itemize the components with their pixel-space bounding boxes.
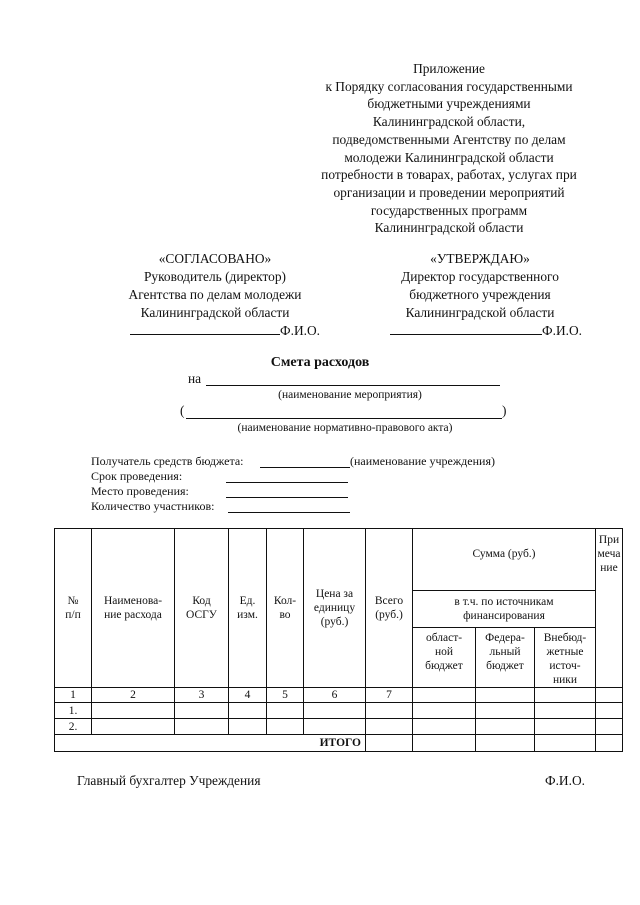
row-cell bbox=[476, 703, 535, 719]
row-cell bbox=[535, 703, 596, 719]
appendix-line: Приложение bbox=[413, 61, 485, 76]
agreed-line: Калининградской области bbox=[140, 305, 290, 320]
appendix-line: Калининградской области, bbox=[372, 114, 526, 130]
approved-line: бюджетного учреждения bbox=[409, 287, 551, 302]
row-cell bbox=[304, 703, 366, 719]
row-cell bbox=[413, 719, 476, 735]
header-sum: Сумма (руб.) bbox=[413, 529, 596, 591]
appendix-line: к Порядку согласования государственными bbox=[325, 78, 573, 94]
total-label: ИТОГО bbox=[55, 735, 366, 752]
header-kosgu: Код ОСГУ bbox=[175, 529, 229, 688]
participants-label: Количество участников: bbox=[91, 499, 215, 513]
participants-line bbox=[228, 511, 350, 513]
appendix-block bbox=[300, 60, 598, 237]
recipient-hint: (наименование учреждения) bbox=[350, 454, 495, 468]
place-line bbox=[226, 496, 348, 498]
row-cell bbox=[175, 719, 229, 735]
total-cell bbox=[596, 735, 623, 752]
row-cell bbox=[267, 719, 304, 735]
recipient-line bbox=[260, 466, 350, 468]
accountant-fio: Ф.И.О. bbox=[545, 773, 585, 788]
total-cell bbox=[366, 735, 413, 752]
approved-heading: «УТВЕРЖДАЮ» bbox=[430, 251, 530, 266]
agreed-block bbox=[110, 250, 320, 340]
table-row bbox=[55, 703, 623, 719]
event-name-hint: (наименование мероприятия) bbox=[278, 389, 422, 401]
col-number bbox=[535, 688, 596, 703]
column-number-row bbox=[55, 688, 623, 703]
row-cell bbox=[304, 719, 366, 735]
col-number bbox=[476, 688, 535, 703]
col-number: 3 bbox=[175, 688, 229, 703]
header-federal: Федера- льный бюджет bbox=[476, 628, 535, 688]
appendix-line: организации и проведении мероприятий bbox=[333, 184, 565, 200]
period-line bbox=[226, 481, 348, 483]
col-number: 1 bbox=[55, 688, 92, 703]
header-regional: област- ной бюджет bbox=[413, 628, 476, 688]
approved-line: Директор государственного bbox=[401, 269, 559, 284]
total-row bbox=[55, 735, 623, 752]
header-qty: Кол- во bbox=[267, 529, 304, 688]
appendix-line: государственных программ bbox=[370, 202, 528, 218]
row-cell bbox=[92, 703, 175, 719]
col-number: 7 bbox=[366, 688, 413, 703]
row-cell bbox=[229, 703, 267, 719]
row-cell bbox=[535, 719, 596, 735]
total-cell bbox=[535, 735, 596, 752]
agreed-line: Агентства по делам молодежи bbox=[128, 287, 302, 302]
agreed-heading: «СОГЛАСОВАНО» bbox=[158, 251, 272, 266]
row-cell bbox=[596, 703, 623, 719]
row-cell bbox=[596, 719, 623, 735]
row-cell bbox=[413, 703, 476, 719]
recipient-label: Получатель средств бюджета: bbox=[91, 454, 244, 468]
page-title: Смета расходов bbox=[270, 355, 370, 370]
event-name-line bbox=[206, 385, 500, 386]
act-paren-close: ) bbox=[502, 403, 507, 418]
approved-signature-line bbox=[390, 322, 542, 335]
header-num: № п/п bbox=[55, 529, 92, 688]
col-number: 4 bbox=[229, 688, 267, 703]
header-note: При меча ние bbox=[596, 529, 623, 688]
estimate-table bbox=[54, 528, 623, 752]
appendix-line: потребности в товарах, работах, услугах при bbox=[321, 167, 577, 183]
appendix-line: молодежи Калининградской области bbox=[344, 149, 554, 165]
place-label: Место проведения: bbox=[91, 484, 189, 498]
act-name-hint: (наименование нормативно-правового акта) bbox=[237, 422, 453, 434]
total-cell bbox=[413, 735, 476, 752]
appendix-line: бюджетными учреждениями bbox=[367, 96, 531, 112]
row-cell bbox=[366, 719, 413, 735]
row-cell: 1. bbox=[55, 703, 92, 719]
total-cell bbox=[476, 735, 535, 752]
row-cell bbox=[366, 703, 413, 719]
col-number: 2 bbox=[92, 688, 175, 703]
header-unit: Ед. изм. bbox=[229, 529, 267, 688]
approved-block bbox=[378, 250, 582, 340]
col-number: 6 bbox=[304, 688, 366, 703]
header-price: Цена за единицу (руб.) bbox=[304, 529, 366, 688]
row-cell bbox=[175, 703, 229, 719]
row-cell bbox=[229, 719, 267, 735]
header-extra: Внебюд- жетные источ- ники bbox=[535, 628, 596, 688]
row-cell bbox=[476, 719, 535, 735]
appendix-line: подведомственными Агентству по делам bbox=[332, 131, 566, 147]
header-name: Наименова- ние расхода bbox=[92, 529, 175, 688]
agreed-signature-line bbox=[130, 322, 280, 335]
row-cell bbox=[92, 719, 175, 735]
act-paren-open: ( bbox=[180, 403, 185, 418]
approved-fio: Ф.И.О. bbox=[542, 323, 582, 338]
row-cell bbox=[267, 703, 304, 719]
period-label: Срок проведения: bbox=[91, 469, 183, 483]
header-total: Всего (руб.) bbox=[366, 529, 413, 688]
act-name-line bbox=[186, 418, 502, 419]
header-sources: в т.ч. по источникам финансирования bbox=[413, 591, 596, 628]
col-number bbox=[413, 688, 476, 703]
table-row bbox=[55, 719, 623, 735]
agreed-line: Руководитель (директор) bbox=[143, 269, 287, 284]
accountant-label: Главный бухгалтер Учреждения bbox=[77, 773, 261, 788]
estimate-on-prefix: на bbox=[188, 371, 202, 386]
approved-line: Калининградской области bbox=[405, 305, 555, 320]
agreed-fio: Ф.И.О. bbox=[280, 323, 320, 338]
row-cell: 2. bbox=[55, 719, 92, 735]
appendix-line: Калининградской области bbox=[374, 220, 524, 236]
col-number bbox=[596, 688, 623, 703]
col-number: 5 bbox=[267, 688, 304, 703]
